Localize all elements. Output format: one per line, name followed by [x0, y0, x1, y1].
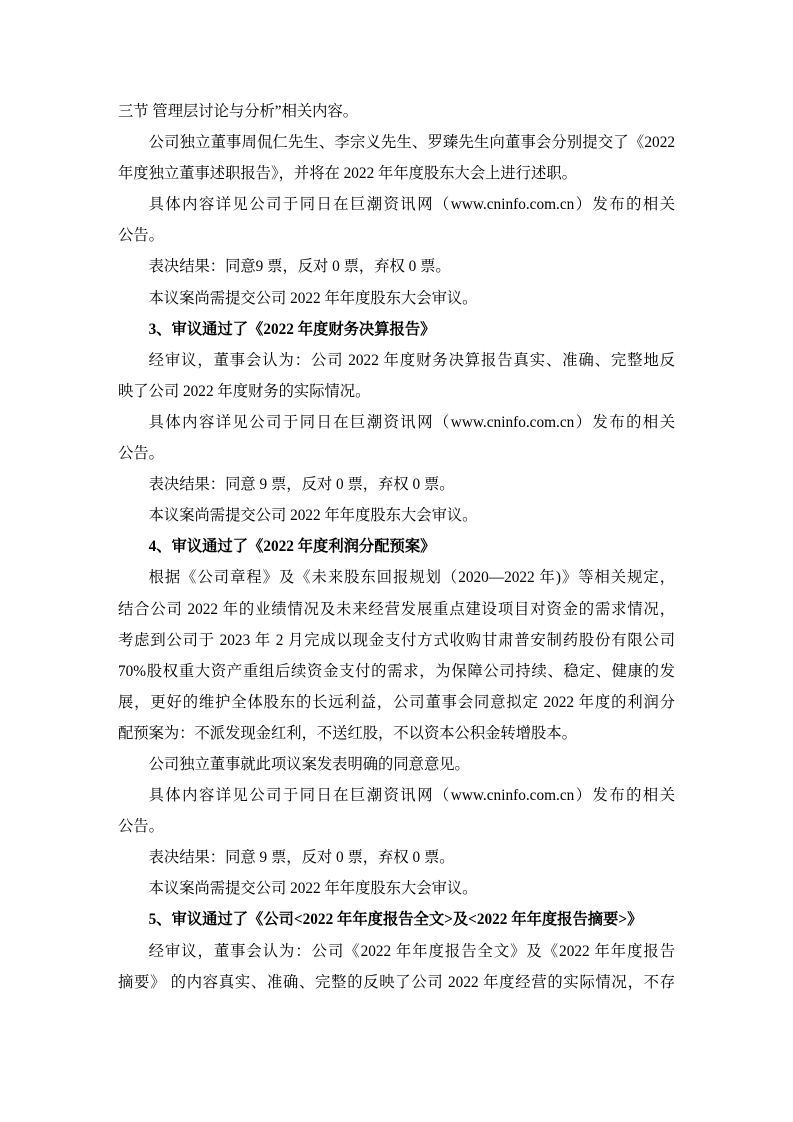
- body-paragraph: [118, 189, 675, 251]
- body-paragraph: [118, 127, 675, 189]
- body-paragraph: [118, 873, 675, 904]
- text-line: 公司独立董事就此项议案发表明确的同意意见。: [148, 755, 470, 773]
- body-paragraph: [118, 251, 675, 282]
- text-line: 映了公司 2022 年度财务的实际情况。: [118, 382, 371, 400]
- body-paragraph: [118, 96, 675, 127]
- text-line: 具体内容详见公司于同日在巨潮资讯网（www.cninfo.com.cn）发布的相关: [148, 413, 675, 431]
- text-line: 公司独立董事周侃仁先生、李宗义先生、罗臻先生向董事会分别提交了《2022: [148, 134, 675, 152]
- text-line: 经审议，董事会认为：公司《2022 年年度报告全文》及《2022 年年度报告: [148, 942, 675, 960]
- body-paragraph: [118, 283, 675, 314]
- text-line: 公告。: [118, 818, 164, 836]
- heading-line: 4、审议通过了《2022 年度利润分配预案》: [148, 538, 436, 556]
- text-line: 经审议，董事会认为：公司 2022 年度财务决算报告真实、准确、完整地反: [148, 351, 675, 369]
- text-line: 摘要》 的内容真实、准确、完整的反映了公司 2022 年度经营的实际情况，不存: [118, 973, 675, 991]
- text-line: 展，更好的维护全体股东的长远利益，公司董事会同意拟定 2022 年度的利润分: [118, 693, 675, 711]
- body-paragraph: [118, 407, 675, 469]
- text-line: 考虑到公司于 2023 年 2 月完成以现金支付方式收购甘肃普安制药股份有限公司: [118, 631, 675, 649]
- heading-paragraph: [118, 314, 675, 345]
- heading-line: 3、审议通过了《2022 年度财务决算报告》: [148, 320, 436, 338]
- heading-paragraph: [118, 531, 675, 562]
- text-line: 具体内容详见公司于同日在巨潮资讯网（www.cninfo.com.cn）发布的相关: [148, 787, 675, 805]
- text-line: 年度独立董事述职报告》，并将在 2022 年年度股东大会上进行述职。: [118, 165, 577, 183]
- text-line: 表决结果：同意 9 票，反对 0 票，弃权 0 票。: [148, 476, 455, 494]
- heading-paragraph: [118, 904, 675, 935]
- text-line: 表决结果：同意9 票，反对 0 票，弃权 0 票。: [148, 258, 451, 276]
- text-line: 本议案尚需提交公司 2022 年年度股东大会审议。: [148, 880, 478, 898]
- body-paragraph: [118, 936, 675, 998]
- text-line: 配预案为：不派发现金红利，不送红股，不以资本公积金转增股本。: [118, 724, 577, 742]
- text-line: 本议案尚需提交公司 2022 年年度股东大会审议。: [148, 289, 478, 307]
- body-paragraph: [118, 842, 675, 873]
- heading-line: 5、审议通过了《公司<2022 年年度报告全文>及<2022 年年度报告摘要>》: [148, 911, 643, 929]
- body-paragraph: [118, 469, 675, 500]
- body-paragraph: [118, 562, 675, 749]
- body-paragraph: [118, 749, 675, 780]
- text-line: 本议案尚需提交公司 2022 年年度股东大会审议。: [148, 507, 478, 525]
- text-line: 具体内容详见公司于同日在巨潮资讯网（www.cninfo.com.cn）发布的相关: [148, 196, 675, 214]
- body-paragraph: [118, 500, 675, 531]
- text-line: 70%股权重大资产重组后续资金支付的需求，为保障公司持续、稳定、健康的发: [118, 662, 675, 680]
- body-paragraph: [118, 345, 675, 407]
- text-line: 结合公司 2022 年的业绩情况及未来经营发展重点建设项目对资金的需求情况，: [118, 600, 675, 618]
- text-line: 公告。: [118, 445, 164, 463]
- document-body: [118, 96, 675, 998]
- body-paragraph: [118, 780, 675, 842]
- text-line: 三节 管理层讨论与分析”相关内容。: [118, 103, 359, 120]
- text-line: 表决结果：同意 9 票，反对 0 票，弃权 0 票。: [148, 849, 455, 867]
- text-line: 根据《公司章程》及《未来股东回报规划（2020—2022 年)》等相关规定，: [148, 569, 675, 587]
- text-line: 公告。: [118, 227, 164, 245]
